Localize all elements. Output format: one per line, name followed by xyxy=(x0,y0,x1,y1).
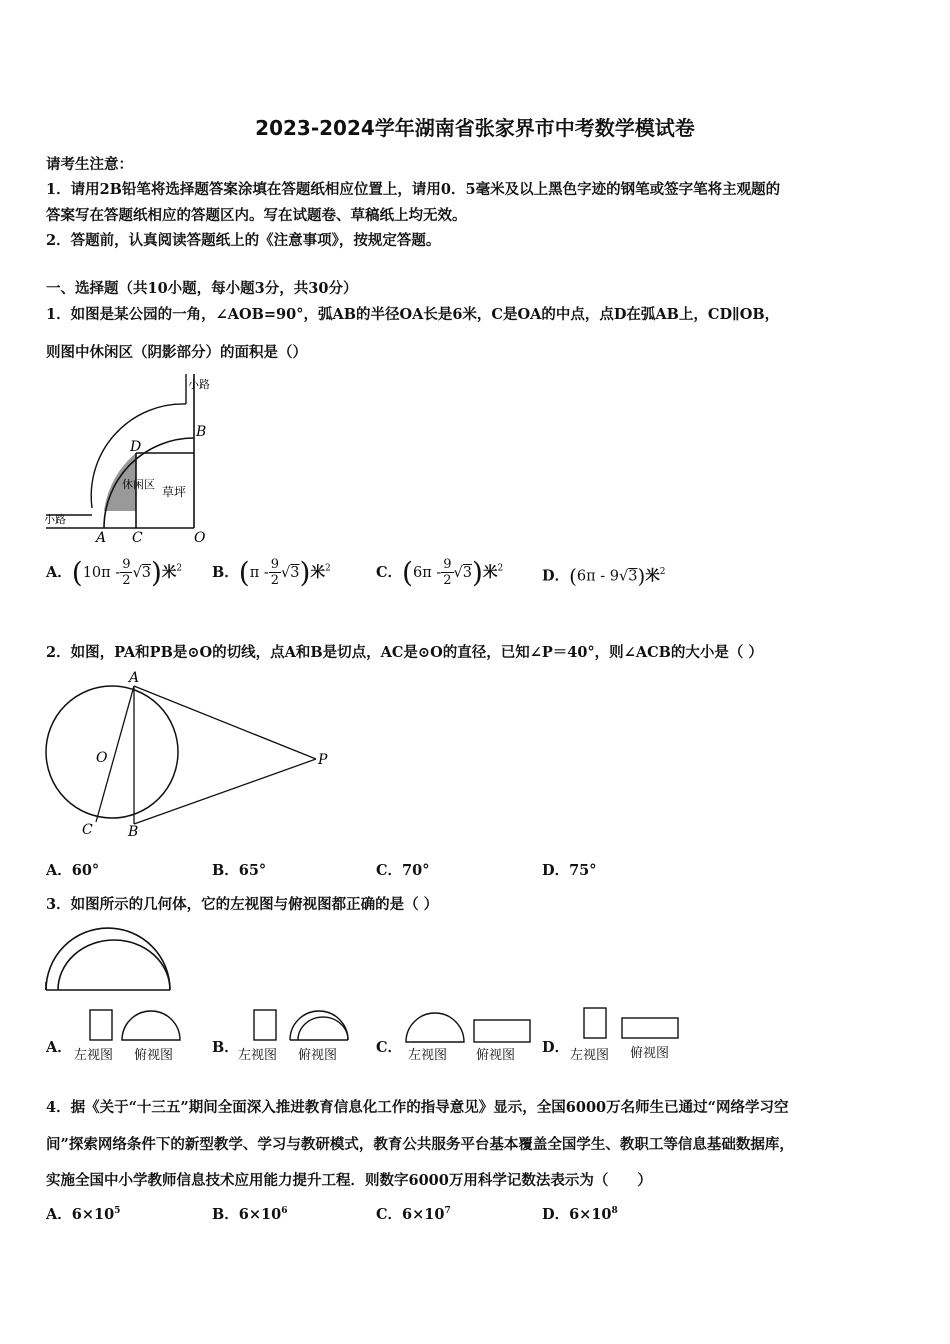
fig-point-d: D xyxy=(130,439,142,455)
fig-point-o: O xyxy=(194,530,206,546)
fig-point-c: C xyxy=(132,530,143,546)
fig-point-a: A xyxy=(96,530,107,546)
q3-a-left-view: 左视图 xyxy=(74,1048,114,1063)
q3-solid-figure xyxy=(40,920,180,1000)
q3-option-a-label: A． xyxy=(46,1039,72,1056)
notice-heading: 请考生注意： xyxy=(46,156,133,173)
q4-option-a: A．$6\times 10^5$ xyxy=(46,1206,121,1223)
q3-c-top-view: 俯视图 xyxy=(476,1048,516,1063)
fig-road-top-a: 小路 xyxy=(188,378,210,391)
q1-text-a: 1．如图是某公园的一角，∠AOB=90°，弧AB的半径OA长是6米，C是OA的中点，点D在弧AB上，CD∥OB， xyxy=(46,306,780,323)
q3-option-b-views xyxy=(252,1008,352,1042)
q1-park-figure xyxy=(40,368,230,546)
q2-text: 2．如图，PA和PB是⊙O的切线，点A和B是切点，AC是⊙O的直径，已知∠P＝40°，则∠ACB的大小是（ ） xyxy=(46,644,763,661)
q3-a-top-view: 俯视图 xyxy=(134,1048,174,1063)
fig2-point-p: P xyxy=(318,752,328,768)
q4-option-b: B．$6\times 10^6$ xyxy=(212,1206,288,1223)
q2-option-a: A．60° xyxy=(46,862,100,879)
q4-text-a: 4．据《关于“十三五”期间全面深入推进教育信息化工作的指导意见》显示，全国6000万名师生已通过“网络学习空 xyxy=(46,1099,789,1116)
fig2-point-c: C xyxy=(82,822,93,838)
q4-text-b: 间”探索网络条件下的新型教学、学习与教研模式，教育公共服务平台基本覆盖全国学生、教职工等信息基础数据库， xyxy=(46,1136,794,1153)
fig2-point-o: O xyxy=(96,750,108,766)
q2-option-d: D．75° xyxy=(542,862,597,879)
q2-circle-figure xyxy=(40,668,340,840)
q3-option-c-views xyxy=(404,1010,534,1044)
q3-text: 3．如图所示的几何体，它的左视图与俯视图都正确的是（ ） xyxy=(46,896,439,913)
q4-option-d: D．$6\times 10^8$ xyxy=(542,1206,618,1223)
q3-option-d-label: D． xyxy=(542,1039,570,1056)
section-heading: 一、选择题（共10小题，每小题3分，共30分） xyxy=(46,280,358,297)
fig-road-left: 小路 xyxy=(44,513,66,526)
q2-option-b: B．65° xyxy=(212,862,267,879)
q3-c-left-view: 左视图 xyxy=(408,1048,448,1063)
page-title: 2023-2024学年湖南省张家界市中考数学模试卷 xyxy=(255,116,695,140)
q2-option-c: C．70° xyxy=(376,862,430,879)
q1-option-d: D．(6π - 9√3)米$^2$ xyxy=(542,564,666,588)
fig-grass-label: 草坪 xyxy=(162,485,187,499)
q3-d-top-view: 俯视图 xyxy=(630,1046,670,1061)
notice-line-1b: 答案写在答题纸相应的答题区内。写在试题卷、草稿纸上均无效。 xyxy=(46,207,467,224)
q3-b-top-view: 俯视图 xyxy=(298,1048,338,1063)
notice-line-2: 2．答题前，认真阅读答题纸上的《注意事项》，按规定答题。 xyxy=(46,232,441,249)
fig2-point-b: B xyxy=(128,824,139,840)
q3-option-c-label: C． xyxy=(376,1039,403,1056)
q3-b-left-view: 左视图 xyxy=(238,1048,278,1063)
fig-rest-label: 休闲区 xyxy=(122,478,155,491)
q1-text-b: 则图中休闲区（阴影部分）的面积是（） xyxy=(46,344,307,361)
fig-point-b: B xyxy=(196,424,207,440)
fig2-point-a: A xyxy=(129,670,140,686)
q1-option-c: C．(6π - $\frac{9}{2}$ √3)米$^2$ xyxy=(376,556,504,589)
notice-line-1: 1．请用2B铅笔将选择题答案涂填在答题纸相应位置上，请用0．5毫米及以上黑色字迹的钢笔或签字笔将主观题的 xyxy=(46,181,781,198)
q4-text-c: 实施全国中小学教师信息技术应用能力提升工程．则数字6000万用科学记数法表示为（ ） xyxy=(46,1172,652,1189)
q3-option-a-views xyxy=(88,1008,184,1042)
q3-option-d-views xyxy=(582,1006,682,1040)
q1-option-b: B．(π - $\frac{9}{2}$ √3)米$^2$ xyxy=(212,556,331,589)
q4-option-c: C．$6\times 10^7$ xyxy=(376,1206,451,1223)
q3-d-left-view: 左视图 xyxy=(570,1048,610,1063)
q3-option-b-label: B． xyxy=(212,1039,239,1056)
q1-option-a: A．(10π - $\frac{9}{2}$ √3)米$^2$ xyxy=(46,556,183,589)
